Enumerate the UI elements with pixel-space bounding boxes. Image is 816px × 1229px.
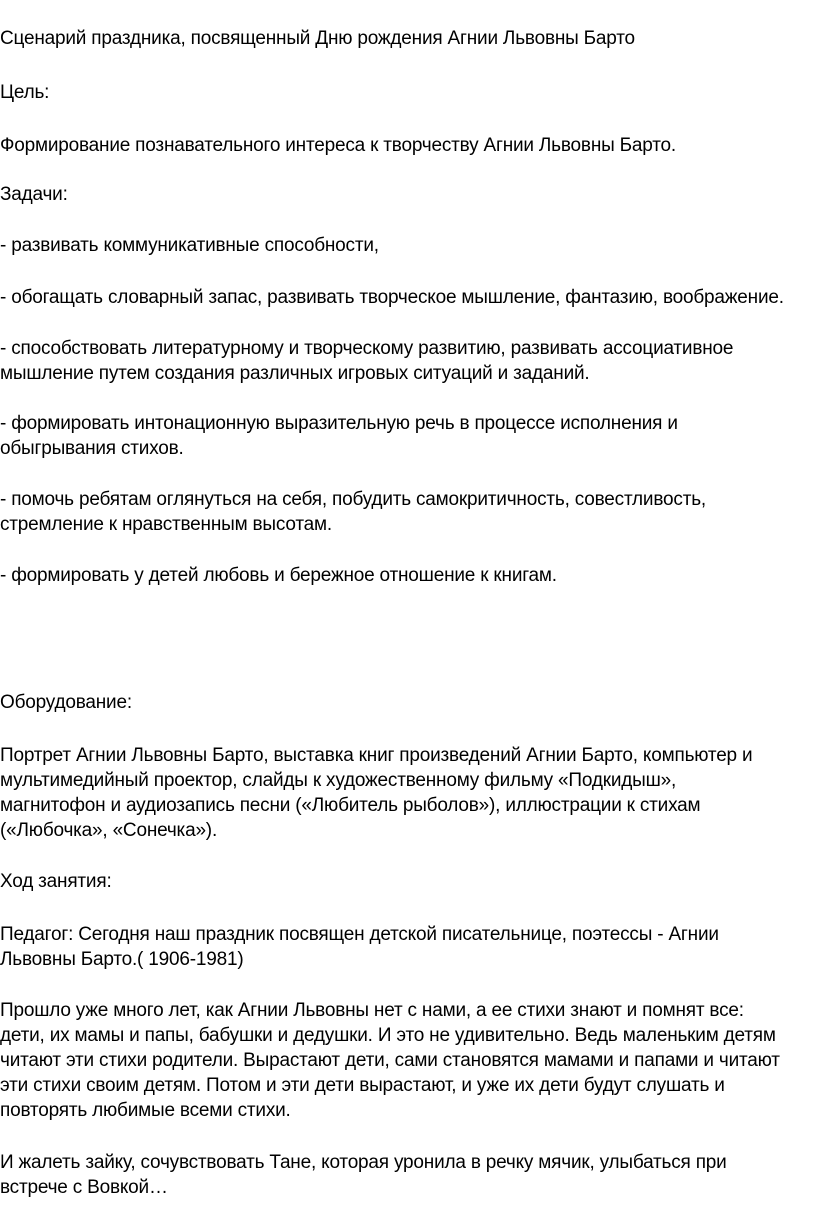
task-item: - развивать коммуникативные способности, [0,235,379,256]
teacher-line: Львовны Барто.( 1906-1981) [0,949,244,970]
paragraph-line: читают эти стихи родители. Вырастают дети, сами становятся мамами и папами и читают [0,1050,780,1071]
goal-text: Формирование познавательного интереса к творчеству Агнии Львовны Барто. [0,135,676,156]
lesson-heading: Ход занятия: [0,871,112,892]
task-item: - способствовать литературному и творческому развитию, развивать ассоциативное [0,338,734,359]
paragraph-line: дети, их мамы и папы, бабушки и дедушки. И это не удивительно. Ведь маленьким детям [0,1025,776,1046]
teacher-line: Педагог: Сегодня наш праздник посвящен детской писательнице, поэтессы - Агнии [0,924,719,945]
paragraph-line: Прошло уже много лет, как Агнии Львовны нет с нами, а ее стихи знают и помнят все: [0,1000,744,1021]
task-item-continuation: обыгрывания стихов. [0,438,184,459]
task-item: - формировать у детей любовь и бережное отношение к книгам. [0,565,557,586]
paragraph-line: встрече с Вовкой… [0,1177,168,1198]
tasks-heading: Задачи: [0,184,68,205]
equipment-heading: Оборудование: [0,692,132,713]
document-title: Сценарий праздника, посвященный Дню рождения Агнии Львовны Барто [0,28,635,49]
goal-heading: Цель: [0,82,50,103]
equipment-line: («Любочка», «Сонечка»). [0,820,218,841]
equipment-line: магнитофон и аудиозапись песни («Любитель рыболов»), иллюстрации к стихам [0,795,701,816]
equipment-line: Портрет Агнии Львовны Барто, выставка книг произведений Агнии Барто, компьютер и [0,745,753,766]
paragraph-line: повторять любимые всеми стихи. [0,1100,291,1121]
task-item: - обогащать словарный запас, развивать творческое мышление, фантазию, воображение. [0,287,784,308]
paragraph-line: эти стихи своим детям. Потом и эти дети вырастают, и уже их дети будут слушать и [0,1075,725,1096]
paragraph-line: И жалеть зайку, сочувствовать Тане, которая уронила в речку мячик, улыбаться при [0,1152,727,1173]
task-item-continuation: стремление к нравственным высотам. [0,514,332,535]
task-item-continuation: мышление путем создания различных игровых ситуаций и заданий. [0,363,590,384]
task-item: - формировать интонационную выразительную речь в процессе исполнения и [0,413,678,434]
equipment-line: мультимедийный проектор, слайды к художественному фильму «Подкидыш», [0,770,677,791]
task-item: - помочь ребятам оглянуться на себя, побудить самокритичность, совестливость, [0,489,706,510]
